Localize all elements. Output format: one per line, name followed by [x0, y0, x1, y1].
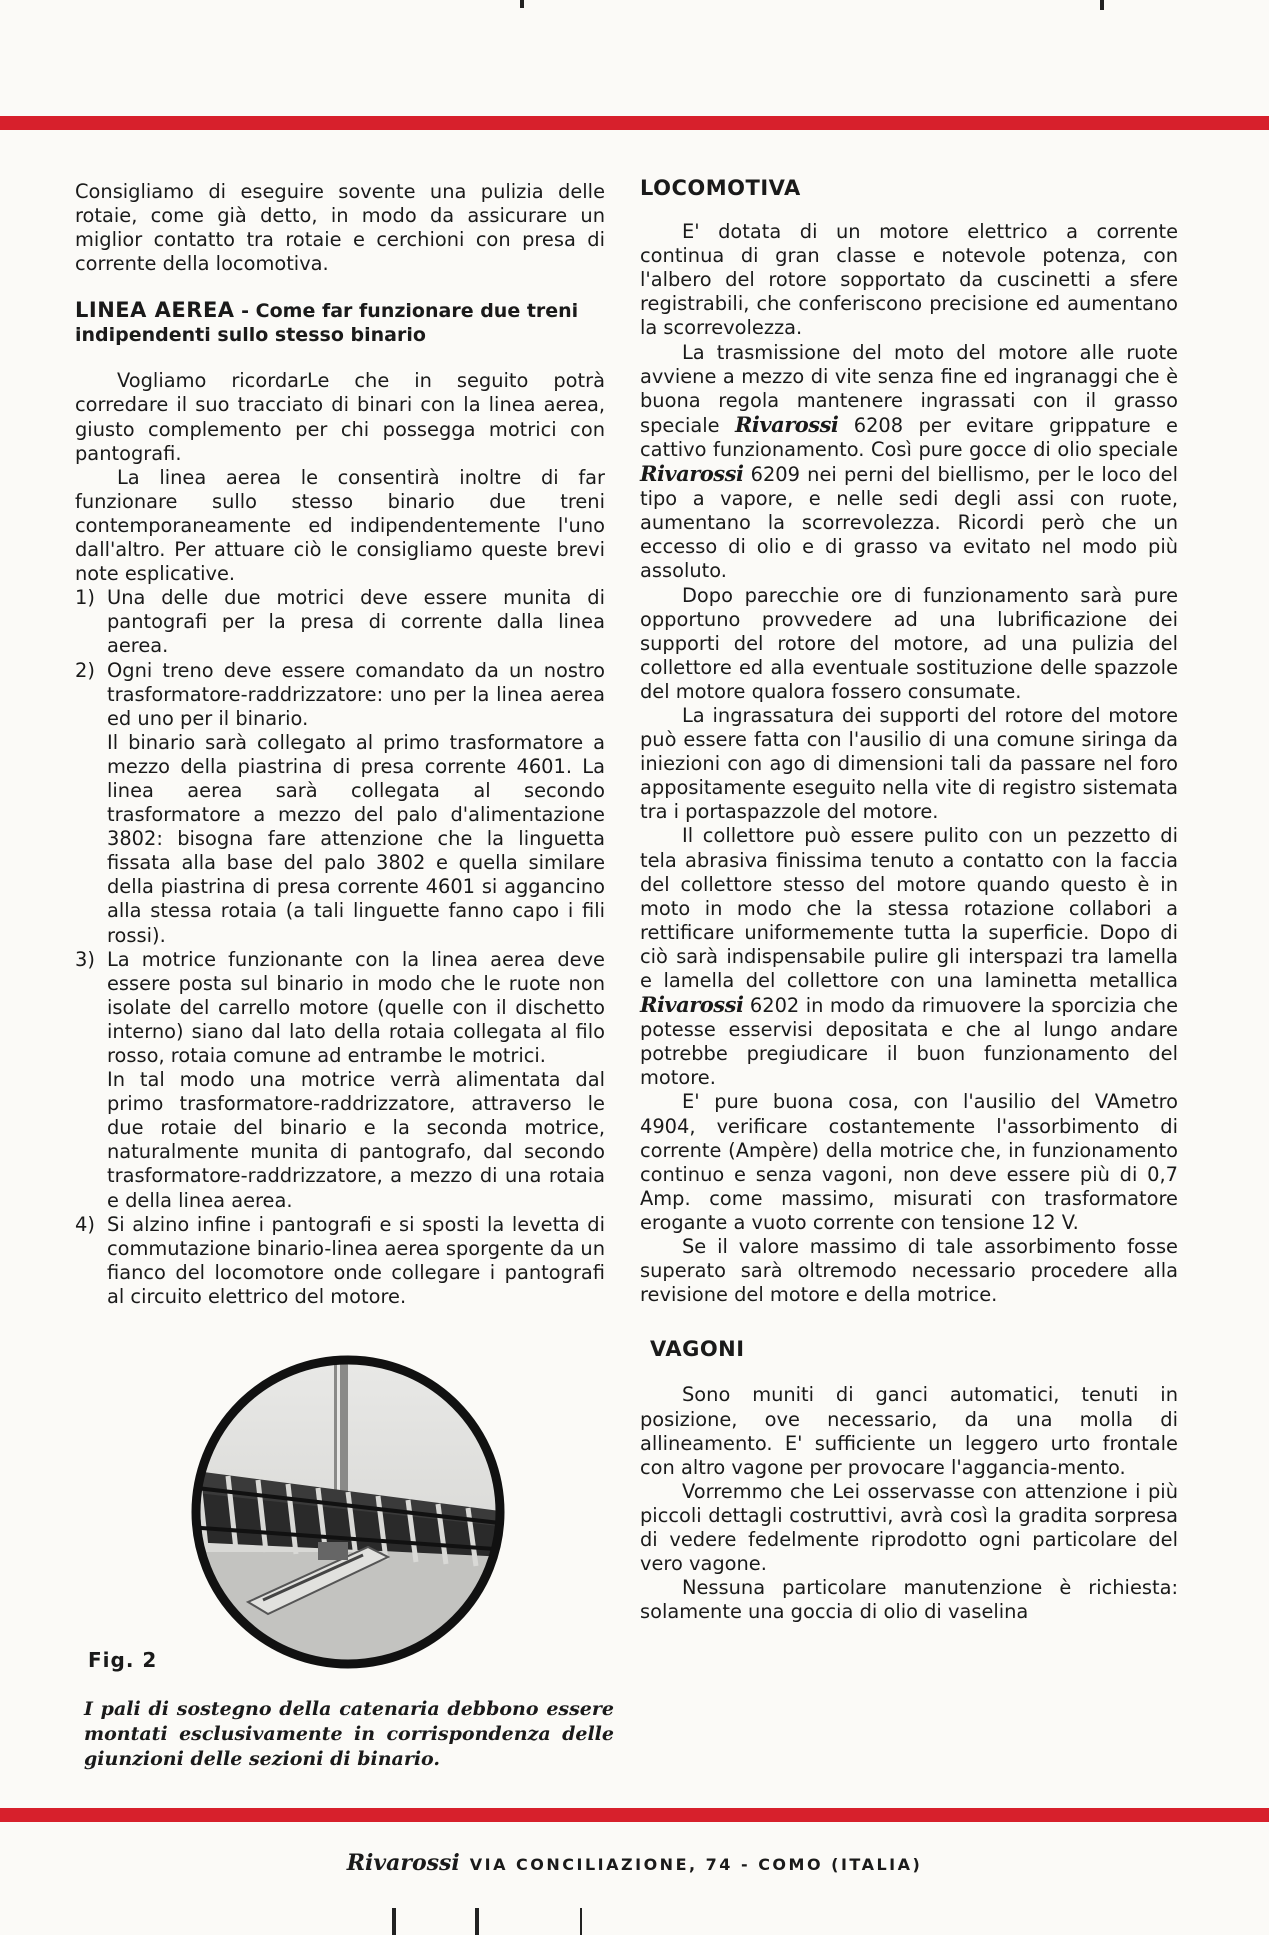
bottom-edge-mark	[580, 1908, 582, 1935]
right-column	[640, 176, 1178, 1624]
figure-caption: I pali di sostegno della catenaria debbono essere montati esclusivamente in corrispondenza delle giunzioni delle sezioni di binario.	[84, 1698, 614, 1770]
top-edge-mark	[1100, 0, 1104, 10]
bottom-red-band	[0, 1808, 1269, 1822]
list-item: 1) Una delle due motrici deve essere munita di pantografi per la presa di corrente dalla linea aerea.	[75, 586, 605, 658]
list-item: 4) Si alzino infine i pantografi e si sposti la levetta di commutazione binario-linea aerea sporgente da un fianco del locomotore onde collegare i pantografi al circuito elettrico del motore.	[75, 1212, 605, 1308]
paragraph: La ingrassatura dei supporti del rotore del motore può essere fatta con l'ausilio di una comune siringa da iniezioni con ago di dimensioni tali da passare nel foro appositamente eseguito nella vite di registro sistemata tra i portaspazzole del motore.	[640, 703, 1178, 824]
left-column	[75, 180, 605, 1309]
figure-label: Fig. 2	[88, 1648, 158, 1672]
paragraph: Nessuna particolare manutenzione è richiesta: solamente una goccia di olio di vaselina	[640, 1576, 1178, 1624]
top-red-band	[0, 116, 1269, 130]
paragraph: La linea aerea le consentirà inoltre di far funzionare sullo stesso binario due treni contemporaneamente ed indipendentemente l'uno dall'altro. Per attuare ciò le consigliamo queste brevi note esplicative.	[75, 465, 605, 586]
paragraph: Sono muniti di ganci automatici, tenuti in posizione, ove necessario, da una molla di allineamento. E' sufficiente un leggero urto frontale con altro vagone per provocare l'aggancia-mento.	[640, 1383, 1178, 1479]
paragraph: Vorremmo che Lei osservasse con attenzione i più piccoli dettagli costruttivi, avrà così la gradita sorpresa di vedere fedelmente riprodotto ogni particolare del vero vagone.	[640, 1479, 1178, 1576]
paragraph: Vogliamo ricordarLe che in seguito potrà corredare il suo tracciato di binari con la linea aerea, giusto complemento per chi possegga motrici con pantografi.	[75, 369, 605, 465]
paragraph: La trasmissione del moto del motore alle ruote avviene a mezzo di vite senza fine ed ingranaggi che è buona regola mantenere ingrassati con il grasso speciale Rivarossi 6208 per evitare grippature e cattivo funzionamento. Così pure gocce di olio speciale Rivarossi 6209 nei perni del biellismo, per le loco del tipo a vapore, e nelle sedi degli assi con ruote, aumentano la scorrevolezza. Ricordi però che un eccesso di olio e di grasso va evitato nel modo più assoluto.	[640, 340, 1178, 583]
paragraph: E' pure buona cosa, con l'ausilio del VAmetro 4904, verificare costantemente l'assorbimento di corrente (Ampère) della motrice che, in funzionamento continuo e senza vagoni, non deve essere più di 0,7 Amp. come massimo, misurati con trasformatore erogante a vuoto corrente con tensione 12 V.	[640, 1090, 1178, 1234]
section-heading-linea-aerea: LINEA AEREA - Come far funzionare due treni indipendenti sullo stesso binario	[75, 298, 579, 347]
paragraph: Dopo parecchie ore di funzionamento sarà pure opportuno provvedere ad una lubrificazione dei supporti del rotore del motore, ad una pulizia del collettore ed alla eventuale sostituzione delle spazzole del motore qualora fossero consumate.	[640, 583, 1178, 703]
paragraph: E' dotata di un motore elettrico a corrente continua di gran classe e notevole potenza, con l'albero del rotore sopportato da cuscinetti a sfere registrabili, che conferiscono precisione ed aumentano la scorrevolezza.	[640, 220, 1178, 340]
rivarossi-logo: Rivarossi	[640, 461, 744, 487]
list-item: 2) Ogni treno deve essere comandato da un nostro trasformatore-raddrizzatore: uno per la linea aerea ed uno per il binario. Il binario sarà collegato al primo trasformatore a mezzo della piastrina di presa corrente 4601. La linea aerea sarà collegata al secondo trasformatore a mezzo del palo d'alimentazione 3802: bisogna fare attenzione che la linguetta fissata alla base del palo 3802 e quella similare della piastrina di presa corrente 4601 si aggancino alla stessa rotaia (a tali linguette fanno capo i fili rossi).	[75, 658, 605, 947]
footer-address: Rivarossi VIA CONCILIAZIONE, 74 - COMO (ITALIA)	[346, 1850, 923, 1876]
rivarossi-logo: Rivarossi	[640, 992, 744, 1018]
paragraph: Il collettore può essere pulito con un pezzetto di tela abrasiva finissima tenuto a contatto con la faccia del collettore stesso del motore quando questo è in moto in modo che la stessa rotazione collabori a rettificare uniformemente tutta la superficie. Dopo di ciò sarà indispensabile pulire gli interspazi tra lamella e lamella del collettore con una laminetta metallica Rivarossi 6202 in modo da rimuovere la sporcizia che potesse esservisi depositata e che al lungo andare potrebbe pregiudicare il buon funzionamento del motore.	[640, 824, 1178, 1090]
section-heading-locomotiva: LOCOMOTIVA	[640, 176, 801, 200]
top-edge-mark	[520, 0, 524, 8]
instruction-list	[75, 586, 605, 1309]
intro-paragraph: Consigliamo di eseguire sovente una pulizia delle rotaie, come già detto, in modo da assicurare un miglior contatto tra rotaie e cerchioni con presa di corrente della locomotiva.	[75, 180, 605, 276]
section-heading-vagoni: VAGONI	[650, 1337, 745, 1362]
rivarossi-logo: Rivarossi	[346, 1850, 460, 1876]
bottom-edge-mark	[475, 1908, 479, 1935]
list-item: 3) La motrice funzionante con la linea aerea deve essere posta sul binario in modo che le ruote non isolate del carrello motore (quelle con il dischetto interno) siano dal lato della rotaia collegata al filo rosso, rotaia comune ad entrambe le motrici. In tal modo una motrice verrà alimentata dal primo trasformatore-raddrizzatore, attraverso le due rotaie del binario e la seconda motrice, naturalmente munita di pantografo, dal secondo trasformatore-raddrizzatore, a mezzo di una rotaia e della linea aerea.	[75, 947, 605, 1212]
bottom-edge-mark	[392, 1908, 396, 1935]
rivarossi-logo: Rivarossi	[734, 411, 839, 437]
paragraph: Se il valore massimo di tale assorbimento fosse superato sarà oltremodo necessario procedere alla revisione del motore e della motrice.	[640, 1235, 1178, 1307]
figure-2-photo	[188, 1352, 508, 1672]
